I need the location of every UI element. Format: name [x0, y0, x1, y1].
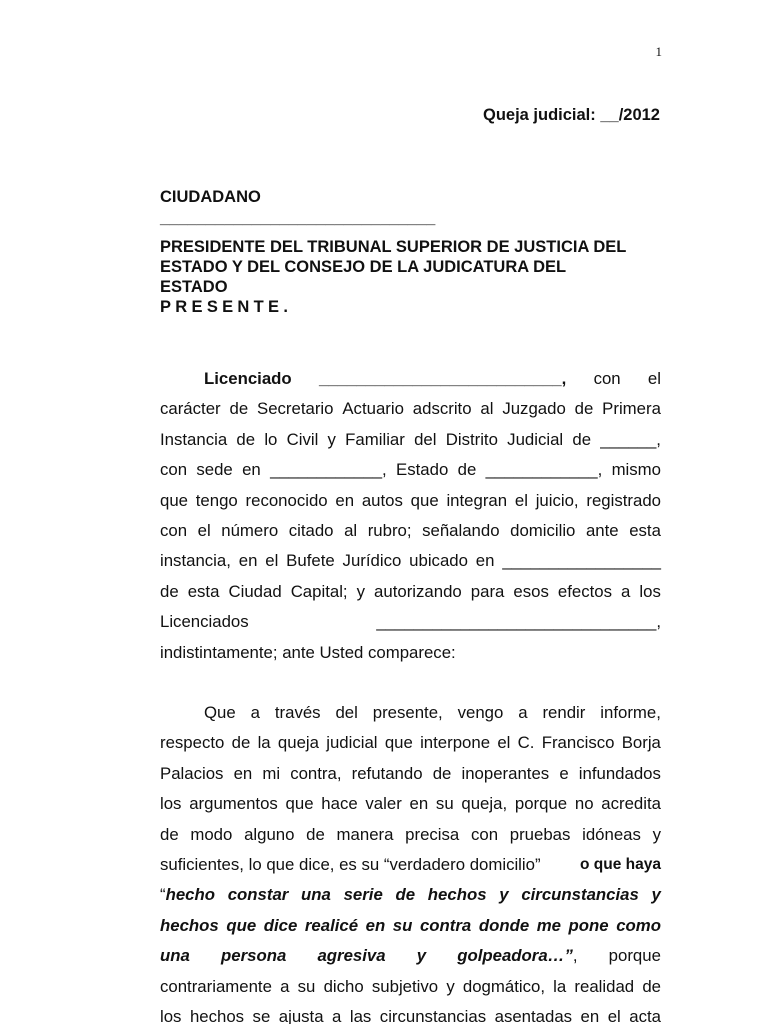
word: alguno: [244, 824, 295, 844]
paragraph-line: [160, 880, 661, 910]
word: esta: [629, 520, 661, 540]
word: manera: [336, 824, 394, 844]
word: esta: [187, 581, 220, 601]
word: su: [392, 915, 413, 935]
word: través: [274, 703, 321, 722]
word: con: [470, 824, 499, 844]
word: del: [414, 429, 437, 449]
word: judicial: [326, 733, 378, 753]
word: ,: [572, 946, 578, 966]
word: la: [553, 976, 567, 996]
word: de: [236, 429, 256, 449]
word: realicé: [304, 915, 359, 935]
word: realidad: [574, 976, 635, 996]
word: contra: [419, 915, 472, 935]
word: Estado: [396, 460, 449, 480]
word: _________________: [502, 551, 661, 571]
word: modo: [190, 824, 233, 844]
word: rubro;: [367, 520, 412, 540]
word: subjetivo: [371, 976, 439, 996]
word: ____________,: [270, 460, 387, 480]
word: citado: [288, 520, 334, 540]
word: autos: [361, 490, 403, 510]
word-group: [160, 880, 215, 910]
paragraph-line: [160, 759, 661, 789]
word: integran: [446, 490, 508, 510]
paragraph-line: [160, 425, 661, 455]
word: refutando: [351, 763, 423, 783]
word: inoperantes: [461, 763, 550, 783]
word: las: [349, 1006, 372, 1024]
word: idóneas: [582, 824, 641, 844]
ciudadano-label: CIUDADANO: [160, 188, 261, 206]
word: de: [306, 824, 325, 844]
word: hechos: [160, 915, 219, 935]
word: a: [518, 703, 528, 722]
word: autorizando: [374, 581, 462, 601]
word: donde: [478, 915, 530, 935]
word: dice: [263, 915, 298, 935]
word: carácter: [160, 399, 221, 419]
word: hace: [321, 794, 358, 814]
word: Ciudad: [228, 581, 282, 601]
word: con: [160, 520, 188, 540]
word: y: [652, 824, 661, 844]
word: registrado: [586, 490, 661, 510]
word: persona: [221, 946, 287, 966]
word: Capital;: [290, 581, 348, 601]
word: Civil: [286, 429, 319, 449]
word: su: [435, 794, 454, 814]
word: y: [446, 976, 455, 996]
paragraph-line: [160, 820, 661, 850]
word: hecho: [165, 885, 216, 905]
word: golpeadora…”: [457, 946, 573, 966]
addressee-blank-line: ______________________________: [160, 209, 436, 227]
word: en: [242, 460, 261, 480]
word: tengo: [195, 490, 238, 510]
word: Bufete: [286, 551, 335, 571]
emphasis-text: o que haya: [580, 855, 661, 873]
word: en: [409, 794, 429, 814]
word: de: [395, 885, 416, 905]
word: circunstancias: [379, 1006, 487, 1024]
word: número: [221, 520, 279, 540]
word: respecto: [160, 733, 225, 753]
word: en: [580, 1006, 600, 1024]
paragraph-line: [160, 516, 661, 546]
word: en: [335, 490, 355, 510]
word: asentadas: [494, 1006, 573, 1024]
word: Judicial: [507, 429, 564, 449]
word: el: [514, 490, 528, 510]
word: y: [327, 429, 336, 449]
word: reconocido: [245, 490, 328, 510]
word: de: [574, 399, 594, 419]
paragraph-line: [160, 728, 661, 758]
paragraph-line-text: indistintamente; ante Usted comparece:: [160, 642, 456, 662]
word-group: [457, 941, 577, 971]
word: acta: [629, 1006, 661, 1024]
word: juicio,: [535, 490, 579, 510]
word: agresiva: [317, 946, 386, 966]
word: C.: [517, 733, 535, 753]
paragraph-line: [160, 1002, 661, 1024]
addressee-block: [160, 187, 661, 317]
paragraph-line-text: suficientes, lo que dice, es su “verdadero domicilio”: [160, 854, 541, 874]
word: el: [265, 551, 279, 571]
paragraph-line: [160, 850, 661, 880]
word: una: [301, 885, 331, 905]
paragraph-line: [160, 941, 661, 971]
word: instancia,: [160, 551, 231, 571]
word: que: [226, 915, 257, 935]
word: que: [410, 490, 439, 510]
word: rendir: [542, 703, 586, 722]
word: con: [593, 369, 621, 388]
paragraph-line: [160, 607, 661, 637]
open-quote: “: [160, 885, 166, 905]
word: y: [356, 581, 366, 601]
paragraph-line: [160, 394, 661, 424]
word: ante: [585, 520, 619, 540]
word: el: [607, 1006, 621, 1024]
word: en: [233, 763, 253, 783]
word: Licenciado: [204, 369, 292, 388]
word: de: [642, 976, 661, 996]
page-number: 1: [655, 44, 662, 59]
word: a: [250, 703, 260, 722]
word: no: [574, 794, 594, 814]
word: mi: [262, 763, 281, 783]
word: a: [332, 1006, 342, 1024]
word: me: [536, 915, 561, 935]
queja-judicial-header: Queja judicial: __/2012: [482, 106, 660, 124]
word: esos: [513, 581, 549, 601]
word: lo: [264, 429, 278, 449]
word: de: [160, 581, 179, 601]
word: los: [639, 581, 661, 601]
paragraph-line: [160, 638, 661, 668]
word: constar: [227, 885, 289, 905]
word: se: [252, 1006, 271, 1024]
paragraph-line: [160, 789, 661, 819]
word: porque: [514, 794, 568, 814]
word: de: [160, 824, 179, 844]
word: su: [297, 976, 316, 996]
paragraph-line: [160, 486, 661, 516]
word: domicilio: [510, 520, 576, 540]
word: ubicado: [409, 551, 468, 571]
word: interpone: [420, 733, 491, 753]
word: señalando: [422, 520, 500, 540]
word: contra,: [290, 763, 342, 783]
word: de: [229, 399, 249, 419]
word: valer: [365, 794, 402, 814]
word: los: [160, 794, 182, 814]
paragraph-line: [160, 364, 661, 394]
presidente-line-1: PRESIDENTE DEL TRIBUNAL SUPERIOR DE JUSTICIA DEL: [160, 238, 627, 256]
word: vengo: [457, 703, 504, 722]
word: circunstancias: [521, 885, 639, 905]
word: Borja: [621, 733, 661, 753]
word: precisa: [405, 824, 460, 844]
paragraph-line: [160, 698, 661, 728]
word: al: [344, 520, 358, 540]
word: dogmático,: [462, 976, 545, 996]
word: queja,: [461, 794, 508, 814]
word: informe,: [600, 703, 661, 722]
word: del: [335, 703, 358, 722]
word: de: [457, 460, 477, 480]
word: al: [480, 399, 494, 419]
presidente-line-2: ESTADO Y DEL CONSEJO DE LA JUDICATURA DEL: [160, 258, 567, 276]
word: infundados: [578, 763, 661, 783]
word: el: [647, 369, 661, 388]
word: dicho: [323, 976, 364, 996]
presente-label: PRESENTE.: [160, 298, 293, 316]
word: Palacios: [160, 763, 224, 783]
word: que: [384, 733, 413, 753]
word: Francisco: [541, 733, 615, 753]
word: con: [160, 460, 188, 480]
word: ajusta: [278, 1006, 324, 1024]
word: sede: [196, 460, 233, 480]
word: Familiar: [345, 429, 405, 449]
word: y: [416, 946, 427, 966]
paragraph-line: [160, 546, 661, 576]
paragraph-line: [160, 455, 661, 485]
word: que: [285, 794, 314, 814]
word: en: [238, 551, 258, 571]
word: Juzgado: [502, 399, 566, 419]
word: pone: [568, 915, 609, 935]
word: de: [432, 763, 452, 783]
word: y: [651, 885, 661, 905]
word: acredita: [601, 794, 661, 814]
word: Jurídico: [342, 551, 402, 571]
paragraph-line: [160, 972, 661, 1002]
word: los: [160, 1006, 182, 1024]
word: en: [475, 551, 495, 571]
word: hechos: [189, 1006, 245, 1024]
word: Distrito: [445, 429, 498, 449]
word: adscrito: [412, 399, 472, 419]
word: __________________________,: [318, 369, 567, 388]
word: y: [499, 885, 509, 905]
word: mismo: [611, 460, 661, 480]
word: la: [257, 733, 271, 753]
word: efectos: [557, 581, 612, 601]
word: Que: [204, 703, 236, 722]
word: como: [616, 915, 661, 935]
word: serie: [343, 885, 383, 905]
word: Licenciados: [160, 612, 249, 632]
word: en: [365, 915, 386, 935]
word: Actuario: [342, 399, 404, 419]
word: queja: [277, 733, 319, 753]
word: para: [470, 581, 505, 601]
word: ______________________________,: [376, 612, 661, 632]
paragraph-line: [160, 911, 661, 941]
paragraph-line: [160, 577, 661, 607]
word: contrariamente: [160, 976, 272, 996]
word: de: [231, 733, 251, 753]
word: argumentos: [189, 794, 278, 814]
word: ____________,: [485, 460, 603, 480]
word: una: [160, 946, 190, 966]
word: ______,: [600, 429, 661, 449]
word: a: [280, 976, 290, 996]
paragraph-comparecencia: [160, 364, 661, 668]
word: a: [621, 581, 631, 601]
word: el: [497, 733, 511, 753]
word: pruebas: [509, 824, 571, 844]
word: Instancia: [160, 429, 228, 449]
word: el: [197, 520, 211, 540]
paragraph-informe: [160, 698, 661, 1024]
word: presente,: [372, 703, 443, 722]
word: hechos: [427, 885, 487, 905]
presidente-line-3: ESTADO: [160, 278, 228, 296]
word: porque: [608, 946, 661, 966]
word: Secretario: [257, 399, 334, 419]
word: que: [160, 490, 188, 510]
word: de: [572, 429, 592, 449]
word: Primera: [602, 399, 661, 419]
word: e: [559, 763, 569, 783]
